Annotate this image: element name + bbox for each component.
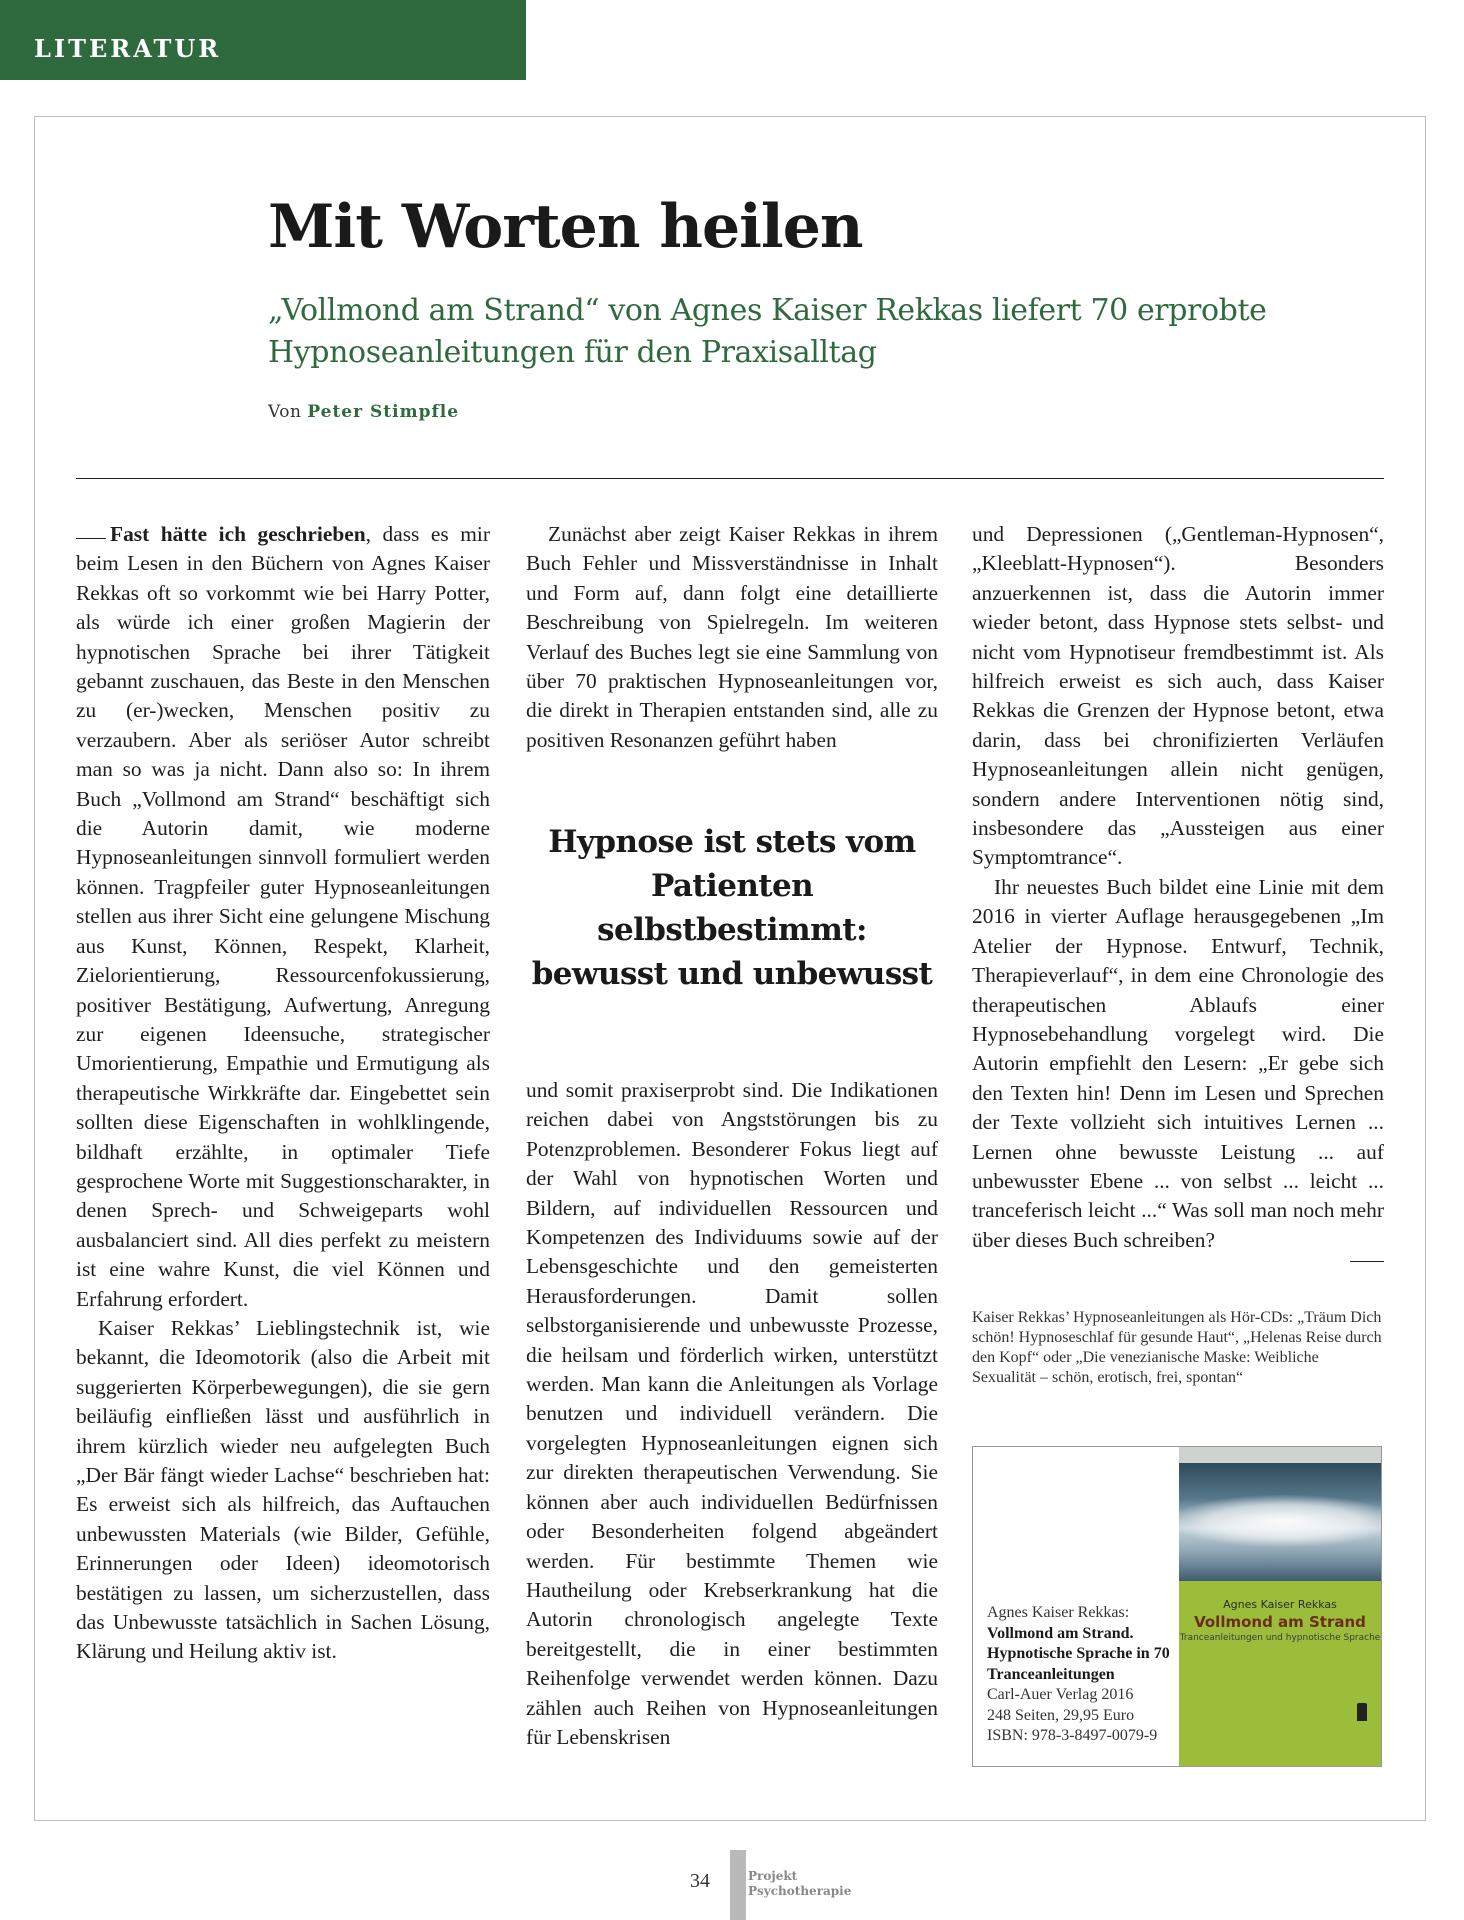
book-info-box — [972, 1446, 1382, 1767]
paragraph: und Depressionen („Gentleman-Hypnosen“, „Kleeblatt-Hypnosen“). Besonders anzuerkennen ist, dass die Autorin immer wieder betont, dass Hypnose stets selbst- und nicht vom Hypnotiseur fremdbestimmt ist. Als hilfreich erweist es sich auch, dass Kaiser Rekkas die Grenzen der Hypnose betont, etwa darin, dass bei chronifizierten Verläufen Hypnoseanleitungen allein nicht genügen, sondern andere Interventionen nötig sind, insbesondere das „Aussteigen aus einer Symptomtrance“. — [972, 522, 1384, 870]
subtitle: „Vollmond am Strand“ von Agnes Kaiser Rekkas liefert 70 erprobte Hypnoseanleitungen für den Praxisalltag — [268, 293, 1267, 370]
cover-author: Agnes Kaiser Rekkas — [1223, 1598, 1337, 1611]
book-details — [987, 1603, 1187, 1747]
brand-line-2: Psychotherapie — [748, 1884, 852, 1898]
book-pages-price: 248 Seiten, 29,95 Euro — [987, 1706, 1135, 1724]
cover-title: Vollmond am Strand — [1194, 1613, 1366, 1631]
book-cover-image — [1179, 1447, 1381, 1766]
article-column-3 — [972, 520, 1384, 1262]
paragraph: Kaiser Rekkas’ Lieblingstechnik ist, wie bekannt, die Ideomotorik (also die Arbeit mit suggerierten Körperbewegungen), die sie gern beiläufig einfließen lässt und ausführlich in ihrem kürzlich wieder neu aufgelegten Buch „Der Bär fängt wieder Lachse“ beschrieben hat: Es erweist sich als hilfreich, das Auftauchen unbewussten Materials (wie Bilder, Gefühle, Erinnerungen oder Ideen) ideomotorisch bestätigen zu lassen, um sicherzustellen, dass das Unbewusste tatsächlich in Sachen Lösung, Klärung und Heilung aktiv ist. — [76, 1315, 490, 1664]
cover-sea-photo — [1179, 1463, 1381, 1581]
brand-line-1: Projekt — [748, 1869, 798, 1883]
cd-note: Kaiser Rekkas’ Hypnoseanleitungen als Hör-CDs: „Träum Dich schön! Hypnoseschlaf für gesunde Haut“, „Helenas Reise durch den Kopf“ oder „Die venezianische Maske: Weibliche Sexualität – schön, erotisch, frei, spontan“ — [972, 1309, 1382, 1386]
publisher-logo-icon — [1357, 1703, 1367, 1721]
article-column-1 — [76, 520, 490, 1667]
cover-subtitle: Tranceanleitungen und hypnotische Sprache — [1179, 1633, 1381, 1643]
lead-in: Fast hätte ich geschrieben — [76, 522, 366, 546]
brand-block — [730, 1850, 746, 1920]
paragraph: Zunächst aber zeigt Kaiser Rekkas in ihrem Buch Fehler und Missverständnisse in Inhalt und Form auf, dann folgt eine detaillierte Beschreibung von Spielregeln. Im weiteren Verlauf des Buches legt sie eine Sammlung von über 70 praktischen Hypnoseanleitungen vor, die direkt in Therapien entstanden sind, alle zu positiven Resonanzen geführt haben — [526, 522, 938, 752]
cover-series-band — [1179, 1447, 1381, 1463]
book-title: Vollmond am Strand. Hypnotische Sprache in 70 Tranceanleitungen — [987, 1624, 1170, 1683]
paragraph: und somit praxiserprobt sind. Die Indikationen reichen dabei von Angststörungen bis zu Potenzproblemen. Besonderer Fokus liegt auf der Wahl von hypnotischen Worten und Bildern, auf individuellen Ressourcen und Kompetenzen des Individuums sowie auf der Lebensgeschichte und den gemeisterten Herausforderungen. Damit sollen selbstorganisierende und unbewusste Prozesse, die heilsam und förderlich wirken, unterstützt werden. Man kann die Anleitungen als Vorlage benutzen und individuell verändern. Die vorgelegten Hypnoseanleitungen eignen sich zur direkten therapeutischen Verwendung. Sie können aber auch individuellen Bedürfnissen oder Besonderheiten folgend abgeändert werden. Für bestimmte Themen wie Hautheilung oder Krebserkrankung hat die Autorin chronologisch angelegte Texte bereitgestellt, die in einer bestimmten Reihenfolge verwendet werden können. Dazu zählen auch Reihen von Hypnoseanleitungen für Lebenskrisen — [526, 1078, 938, 1749]
paragraph-text: , dass es mir beim Lesen in den Büchern von Agnes Kaiser Rekkas oft so vorkommt wie bei Harry Potter, als würde ich einer großen Magierin der hypnotischen Sprache bei ihrer Tätigkeit gebannt zuschauen, das Beste in den Menschen zu (er-)wecken, Menschen positiv zu verzaubern. Aber als seriöser Autor schreibt man so was ja nicht. Dann also so: In ihrem Buch „Vollmond am Strand“ beschäftigt sich die Autorin damit, wie moderne Hypnoseanleitungen sinnvoll formuliert werden können. Tragpfeiler guter Hypnoseanleitungen stellen aus ihrer Sicht eine gelungene Mischung aus Kunst, Können, Respekt, Klarheit, Zielorientierung, Ressourcenfokussierung, positiver Bestätigung, Aufwertung, Anregung zur eigenen Ideensuche, strategischer Umorientierung, Empathie und Ermutigung als therapeutische Wirkkräfte dar. Eingebettet sein sollten diese Eigenschaften in wohlklingende, bildhaft erzählte, in optimaler Tiefe gesprochene Worte mit Suggestionscharakter, in denen Sprech- und Schweigeparts wohl ausbalanciert sind. All dies perfekt zu meistern ist eine wahre Kunst, die viel Können und Erfahrung erfordert. — [76, 522, 490, 1311]
book-isbn: ISBN: 978-3-8497-0079-9 — [987, 1727, 1158, 1744]
headline: Mit Worten heilen — [268, 192, 863, 262]
book-publisher: Carl-Auer Verlag 2016 — [987, 1686, 1134, 1703]
end-mark — [1350, 1261, 1384, 1262]
article-column-2-top — [526, 520, 938, 755]
byline — [268, 402, 459, 422]
pull-quote: Hypnose ist stets vom Patienten selbstbestimmt: bewusst und unbewusst — [531, 824, 933, 992]
byline-author: Peter Stimpfle — [307, 402, 460, 422]
header-divider — [76, 478, 1384, 479]
page-number: 34 — [690, 1870, 710, 1892]
section-tab — [0, 0, 526, 80]
byline-prefix: Von — [268, 402, 302, 422]
book-author: Agnes Kaiser Rekkas: — [987, 1604, 1130, 1621]
paragraph — [76, 520, 490, 1314]
paragraph: Ihr neuestes Buch bildet eine Linie mit dem 2016 in vierter Auflage herausgegebenen „Im Atelier der Hypnose. Entwurf, Technik, Therapieverlauf“, in dem eine Chronologie des therapeutischen Ablaufs einer Hypnosebehandlung vorgelegt wird. Die Autorin empfiehlt den Lesern: „Er gebe sich den Texten hin! Denn im Lesen und Sprechen der Texte vollzieht sich intuitives Lernen ... Lernen ohne bewusste Leistung ... auf unbewusster Ebene ... von selbst ... leicht ... tranceferisch leicht ...“ Was soll man noch mehr über dieses Buch schreiben? — [972, 874, 1384, 1252]
article-column-2-bottom — [526, 1076, 938, 1752]
section-label: LITERATUR — [34, 34, 222, 63]
